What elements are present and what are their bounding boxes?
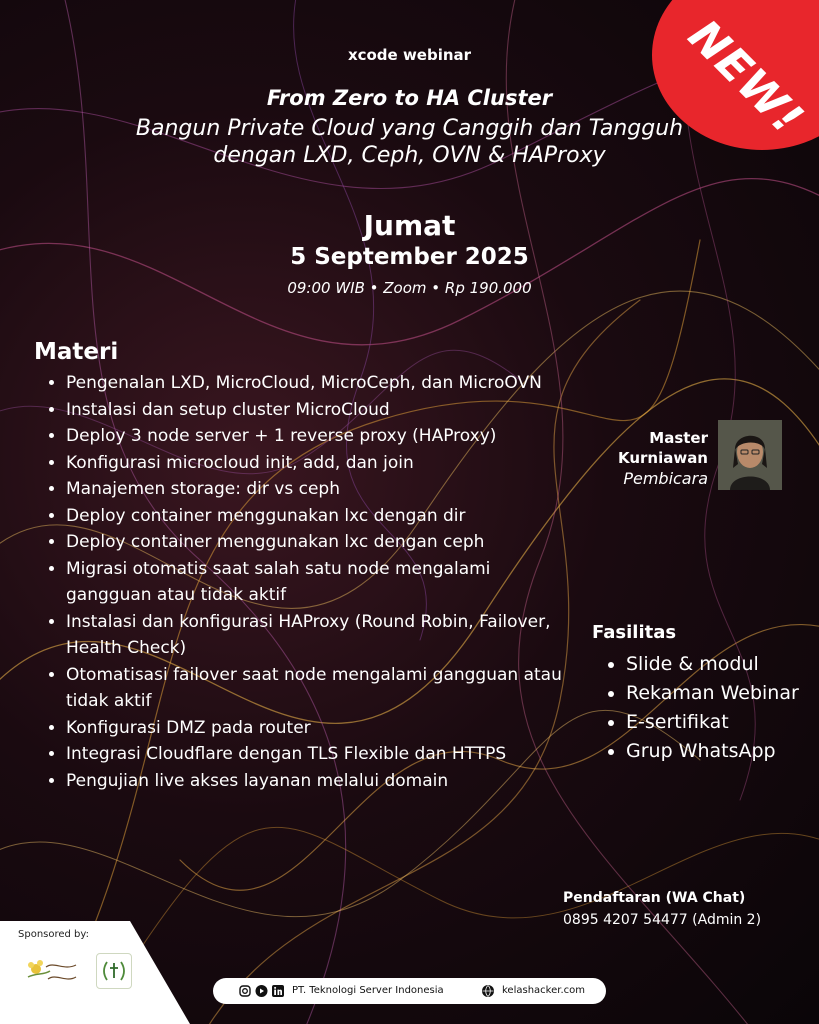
website-link[interactable]: kelashacker.com [502,985,585,996]
fasilitas-list [602,650,816,766]
organizer-label: xcode webinar [347,46,472,64]
fasilitas-heading: Fasilitas [592,622,677,643]
speaker-avatar [718,420,782,490]
webinar-subtitle-line-1: Bangun Private Cloud yang Canggih dan Tangguh [135,116,684,141]
materi-item: • Konfigurasi DMZ pada router [66,715,576,742]
bloomin-nails-logo [24,953,80,989]
materi-item: • Integrasi Cloudflare dengan TLS Flexible dan HTTPS [66,741,576,768]
fasilitas-item: • E-sertifikat [626,708,816,737]
event-day: Jumat [363,209,456,242]
company-name: PT. Teknologi Server Indonesia [292,985,444,996]
materi-item: • Instalasi dan konfigurasi HAProxy (Round Robin, Failover, Health Check) [66,609,576,662]
sponsor-logo-green [96,953,132,989]
materi-item: • Deploy container menggunakan lxc dengan dir [66,503,576,530]
speaker-name-line-1: Master [649,429,708,447]
fasilitas-item: • Slide & modul [626,650,816,679]
new-badge-text: NEW! [678,10,814,145]
materi-item: • Deploy container menggunakan lxc dengan ceph [66,529,576,556]
speaker-role: Pembicara [623,469,708,488]
registration-phone: 0895 4207 54477 (Admin 2) [563,912,762,928]
linkedin-icon[interactable] [272,985,284,997]
globe-icon[interactable] [482,985,494,997]
materi-item: • Instalasi dan setup cluster MicroCloud [66,397,576,424]
instagram-icon[interactable] [239,985,251,997]
materi-item: • Pengenalan LXD, MicroCloud, MicroCeph, dan MicroOVN [66,370,576,397]
materi-item: • Migrasi otomatis saat salah satu node mengalami gangguan atau tidak aktif [66,556,576,609]
webinar-subtitle-line-2: dengan LXD, Ceph, OVN & HAProxy [213,143,606,168]
event-details: 09:00 WIB • Zoom • Rp 190.000 [287,279,532,297]
fasilitas-item: • Rekaman Webinar [626,679,816,708]
sponsor-label: Sponsored by: [18,929,89,940]
webinar-title: From Zero to HA Cluster [266,86,553,110]
materi-item: • Konfigurasi microcloud init, add, dan join [66,450,576,477]
materi-item: • Otomatisasi failover saat node mengalami gangguan atau tidak aktif [66,662,576,715]
registration-heading: Pendaftaran (WA Chat) [563,890,746,906]
materi-heading: Materi [34,339,119,365]
speaker-name [560,428,708,468]
materi-item: • Pengujian live akses layanan melalui domain [66,768,576,795]
fasilitas-item: • Grup WhatsApp [626,737,816,766]
speaker-name-line-2: Kurniawan [617,449,708,467]
materi-item: • Manajemen storage: dir vs ceph [66,476,576,503]
event-date: 5 September 2025 [290,244,529,270]
materi-item: • Deploy 3 node server + 1 reverse proxy (HAProxy) [66,423,576,450]
youtube-icon[interactable] [255,985,268,997]
materi-list [40,370,576,794]
